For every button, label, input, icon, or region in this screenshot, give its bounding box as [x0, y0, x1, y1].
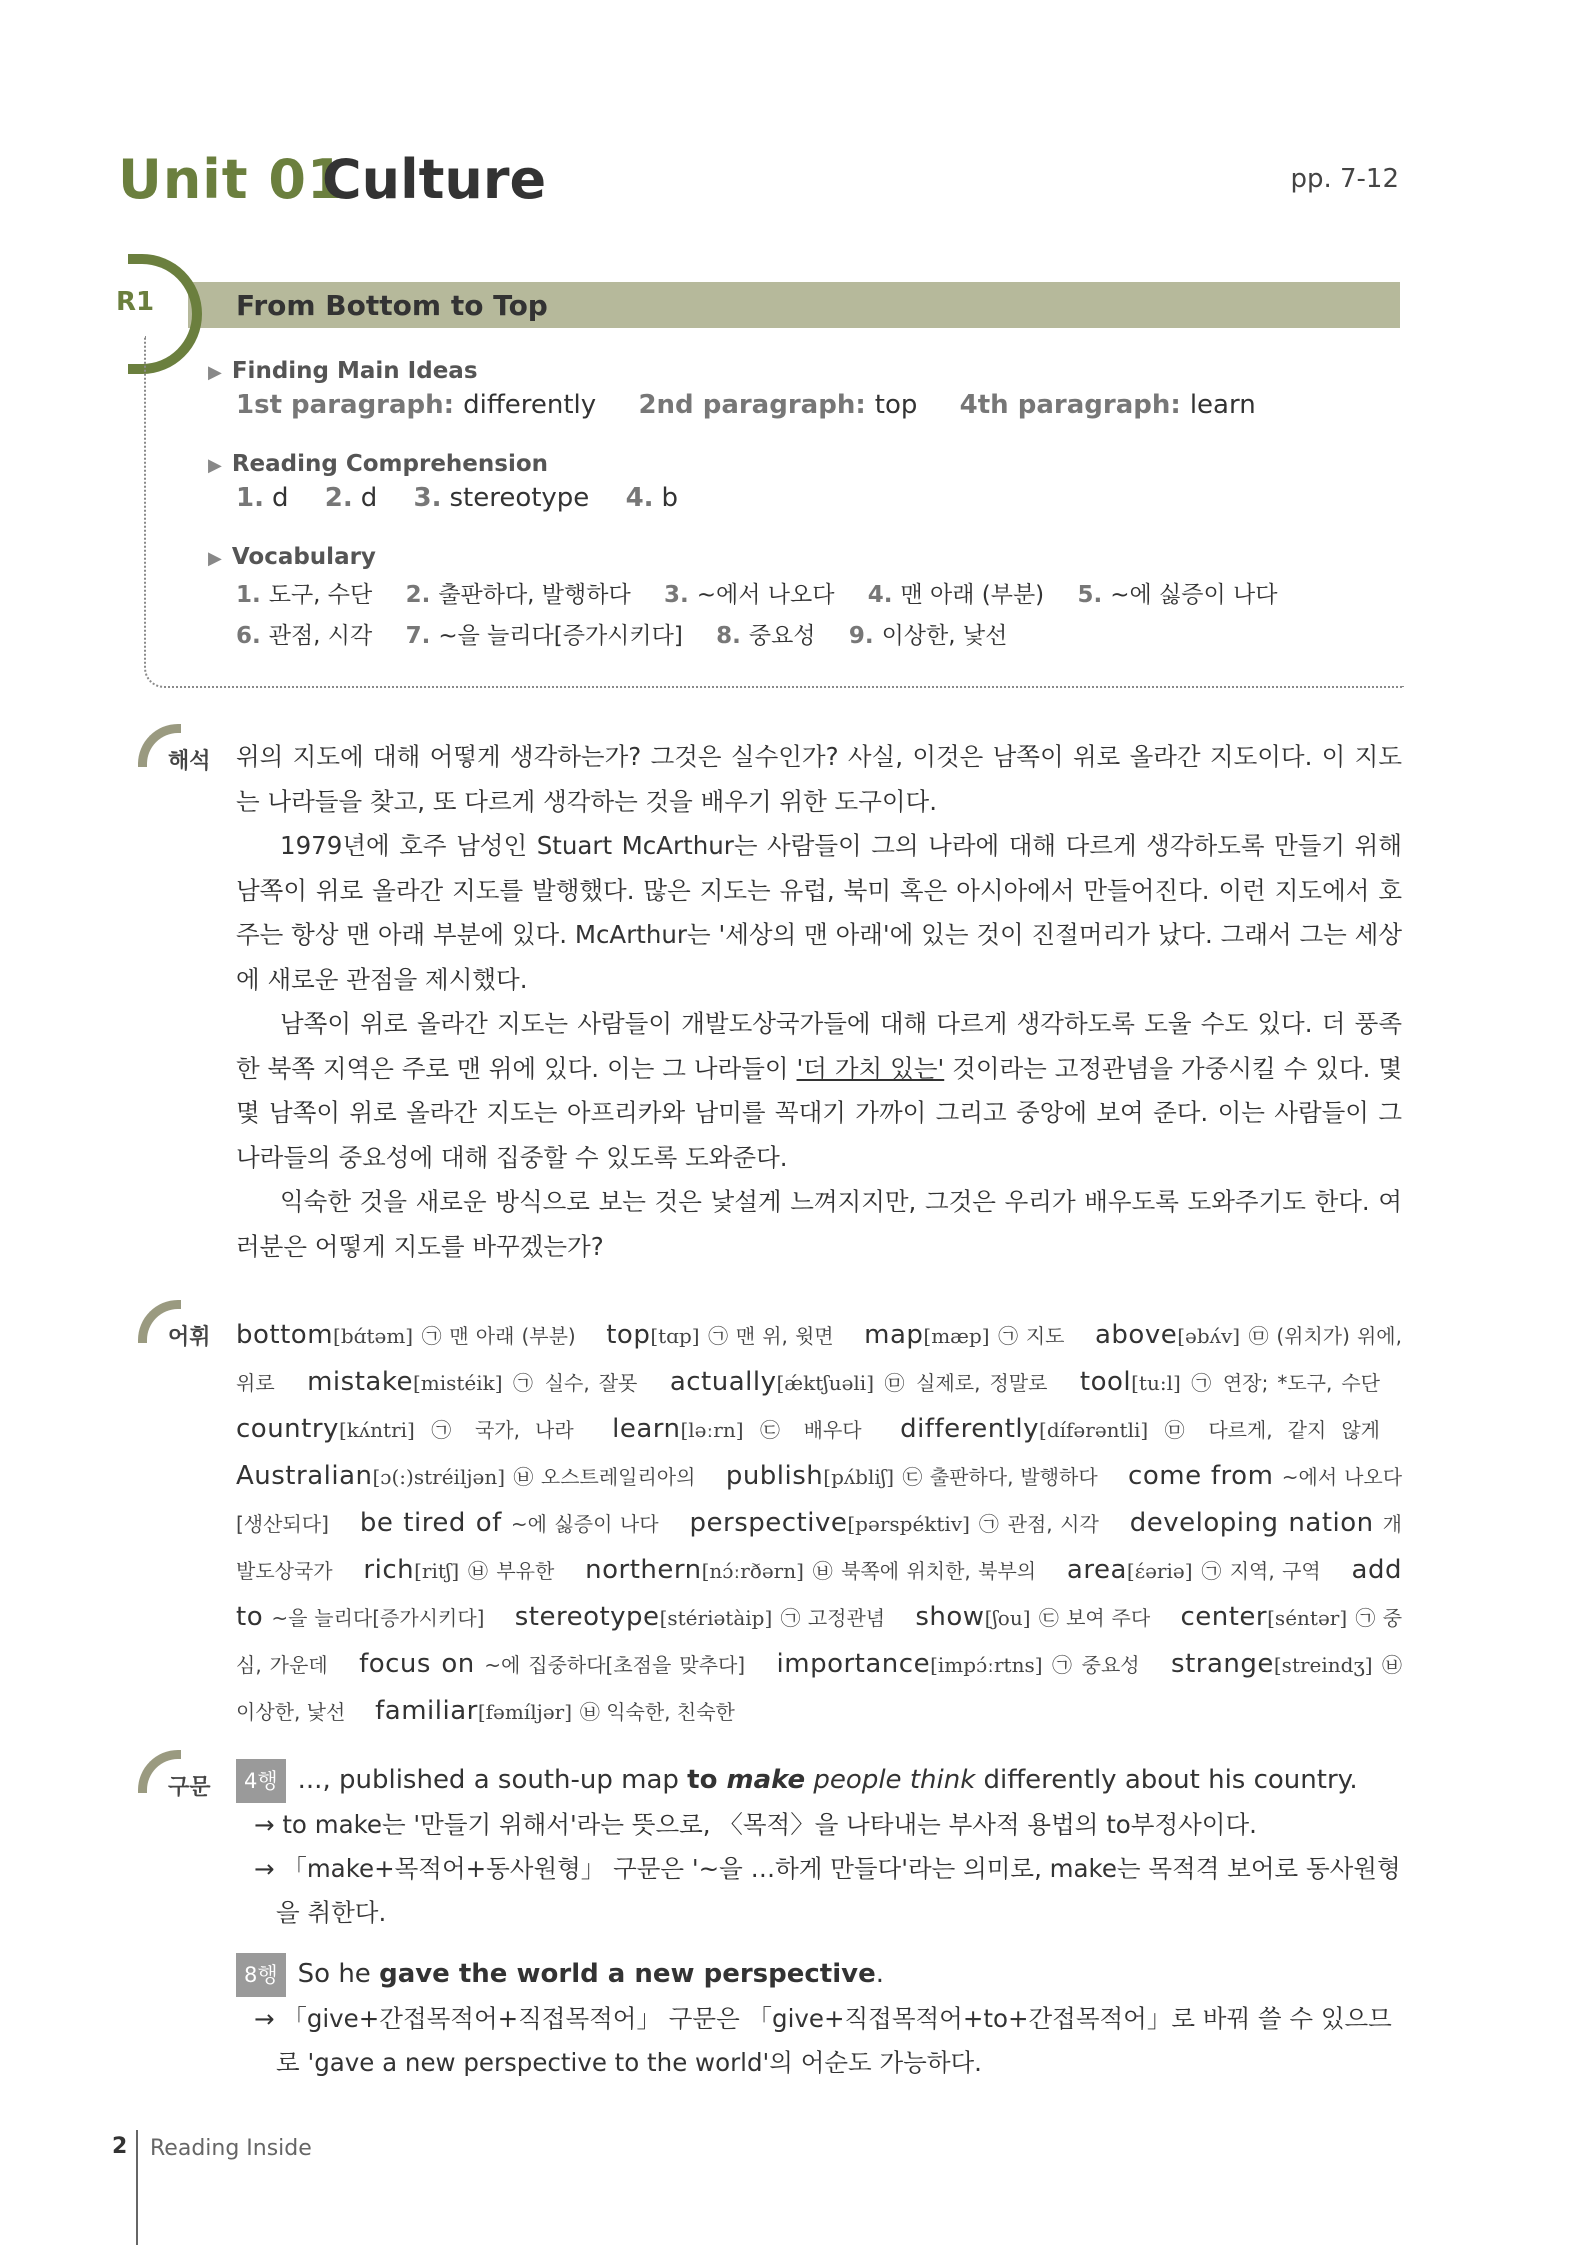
answer-item: 3. ~에서 나오다 [664, 582, 835, 608]
vocab-word: learn [612, 1414, 681, 1444]
translation-label: 해석 [168, 749, 211, 774]
translation-paragraph-1: 위의 지도에 대해 어떻게 생각하는가? 그것은 실수인가? 사실, 이것은 남쪽이 위로 올라간 지도이다. 이 지도는 나라들을 찾고, 또 다르게 생각하는 것을 배우기 위한 도구이다. [236, 742, 1402, 816]
vocab-meaning: ㉠ 국가, 나라 [431, 1418, 574, 1442]
vocab-phonetic: [dífərəntli] [1039, 1418, 1149, 1442]
vocab-entry [1067, 1555, 1321, 1584]
answer-item: 7. ~을 늘리다[증가시키다] [405, 623, 683, 649]
syntax-block-2 [236, 1952, 1402, 2085]
syntax-sentence-1: 4행 ..., published a south-up map to make people think differently about his country. [236, 1758, 1402, 1803]
vocab-word: familiar [375, 1696, 478, 1726]
reading-comprehension-heading: Reading Comprehension [231, 451, 549, 477]
vocab-word: importance [776, 1649, 931, 1679]
vocab-entry [670, 1367, 1048, 1396]
main-idea-item: 4th paragraph: learn [959, 390, 1256, 420]
vocab-phonetic: [nɔ́ːrðərn] [701, 1559, 804, 1583]
vocab-word: center [1180, 1602, 1268, 1632]
vocab-meaning: ㉠ 중요성 [1051, 1653, 1140, 1677]
vocab-meaning: ㉥ 북쪽에 위치한, 북부의 [812, 1559, 1037, 1583]
vocab-phonetic: [stériətàip] [659, 1606, 773, 1630]
answer-item: 6. 관점, 시각 [236, 623, 373, 649]
translation-text [236, 735, 1402, 1269]
vocab-entry [726, 1461, 1098, 1490]
vocab-phonetic: [ɔ(:)stréiljən] [372, 1465, 506, 1489]
vocab-phonetic: [mistéik] [412, 1371, 503, 1395]
vocabulary-answers-section [208, 544, 1277, 650]
triangle-bullet-icon: ▶ [208, 548, 222, 569]
vocab-entry [515, 1602, 885, 1631]
syntax-sentence-2: 8행 So he gave the world a new perspective. [236, 1952, 1402, 1997]
vocab-meaning: ㉥ 부유한 [467, 1559, 555, 1583]
vocab-entry [606, 1320, 833, 1349]
answer-item: 4. 맨 아래 (부분) [867, 582, 1045, 608]
vocab-word: northern [585, 1555, 702, 1585]
vocab-meaning: ㉥ 오스트레일리아의 [513, 1465, 696, 1489]
vocab-phonetic: [ɛ́əriə] [1126, 1559, 1193, 1583]
vocab-word: above [1094, 1320, 1178, 1350]
vocab-meaning: ㉢ 배우다 [759, 1418, 862, 1442]
answer-item: 2. d [324, 483, 378, 513]
vocab-meaning: ㉤ 다르게, 같지 않게 [1164, 1418, 1380, 1442]
triangle-bullet-icon: ▶ [208, 455, 222, 476]
translation-paragraph-2: 1979년에 호주 남성인 Stuart McArthur는 사람들이 그의 나라에 대해 다르게 생각하도록 만들기 위해 남쪽이 위로 올라간 지도를 발행했다. 많은 지도는 유럽, 북미 혹은 아시아에서 만들어진다. 이런 지도에서 호주는 항상 맨 아래 부분에 있다. McArthur는 '세상의 맨 아래'에 있는 것이 진절머리가 났다. 그래서 그는 세상에 새로운 관점을 제시했다. [236, 831, 1402, 994]
vocab-word: top [606, 1320, 651, 1350]
vocab-entry [915, 1602, 1150, 1631]
vocab-entry [375, 1696, 735, 1725]
vocabulary-heading: Vocabulary [231, 544, 376, 570]
syntax-note: → 「make+목적어+동사원형」 구문은 '~을 …하게 만들다'라는 의미로, make는 목적격 보어로 동사원형을 취한다. [254, 1854, 1401, 1927]
vocab-answers-row-2 [236, 617, 1277, 650]
finding-main-ideas-heading: Finding Main Ideas [231, 358, 478, 384]
vocab-phonetic: [ləːrn] [680, 1418, 744, 1442]
vocab-entry [1080, 1367, 1380, 1396]
vocab-phonetic: [əbʌ́v] [1177, 1324, 1241, 1348]
vocab-entry [236, 1320, 576, 1349]
vocab-phonetic: [fəmíljər] [477, 1700, 573, 1724]
section-badge: R1 [116, 287, 155, 317]
vocab-word: tool [1079, 1367, 1132, 1397]
vocab-phonetic: [impɔ́ːrtns] [930, 1653, 1043, 1677]
vocab-phonetic: [kʌ́ntri] [338, 1418, 415, 1442]
vocab-meaning: ㉢ 출판하다, 발행하다 [902, 1465, 1098, 1489]
vocab-entry [864, 1320, 1064, 1349]
answer-item: 5. ~에 싫증이 나다 [1077, 582, 1278, 608]
vocab-word: country [236, 1414, 339, 1444]
answer-item: 4. b [625, 483, 679, 513]
vocab-entry [777, 1649, 1140, 1678]
syntax-note: → 「give+간접목적어+직접목적어」 구문은 「give+직접목적어+to+간접목적어」로 바꿔 쓸 수 있으므로 'gave a new perspective to the world'의 어순도 가능하다. [254, 2004, 1392, 2077]
line-number-tag: 8행 [236, 1953, 286, 1997]
vocab-word: mistake [307, 1367, 413, 1397]
vocab-answers-row-1 [236, 576, 1277, 609]
vocab-word: area [1066, 1555, 1127, 1585]
unit-title: Culture [322, 148, 547, 211]
answer-item: 9. 이상한, 낯선 [848, 623, 1008, 649]
answer-item: 1. 도구, 수단 [236, 582, 373, 608]
vocab-meaning: 개발도상국가 [236, 1512, 1402, 1583]
vocab-meaning: ㉤ 실제로, 정말로 [884, 1371, 1048, 1395]
vocab-meaning: ~을 늘리다[증가시키다] [271, 1606, 485, 1630]
vocab-word: strange [1171, 1649, 1274, 1679]
vocab-meaning: ㉥ 이상한, 낯선 [236, 1653, 1402, 1724]
vocab-phonetic: [tu:l] [1131, 1371, 1181, 1395]
vocab-word: rich [363, 1555, 415, 1585]
vocab-meaning: ㉠ 맨 위, 윗면 [708, 1324, 834, 1348]
vocab-word: be tired of [359, 1508, 502, 1538]
vocab-entry [307, 1367, 637, 1396]
main-idea-item: 2nd paragraph: top [638, 390, 918, 420]
answer-item: 1. d [236, 483, 289, 513]
vocab-meaning: ㉠ 지도 [998, 1324, 1065, 1348]
vocab-phonetic: [ǽktʃuəli] [776, 1371, 874, 1395]
vocab-word: Australian [236, 1461, 373, 1491]
vocab-phonetic: [streindʒ] [1273, 1653, 1373, 1677]
syntax-block-1 [236, 1758, 1402, 1935]
translation-paragraph-4: 익숙한 것을 새로운 방식으로 보는 것은 낯설게 느껴지지만, 그것은 우리가 배우도록 도와주기도 한다. 여러분은 어떻게 지도를 바꾸겠는가? [236, 1187, 1402, 1261]
translation-paragraph-3: 남쪽이 위로 올라간 지도는 사람들이 개발도상국가들에 대해 다르게 생각하도록 도울 수도 있다. 더 풍족한 북쪽 지역은 주로 맨 위에 있다. 이는 그 나라들이 '더 가치 있는' 것이라는 고정관념을 가중시킬 수 있다. 몇몇 남쪽이 위로 올라간 지도는 아프리카와 남미를 꼭대기 가까이 그리고 중앙에 보여 준다. 이는 사람들이 그 나라들의 중요성에 대해 집중할 수 있도록 도와준다. [236, 1009, 1402, 1172]
vocab-entry [612, 1414, 862, 1443]
syntax-label: 구문 [168, 1775, 211, 1800]
vocab-meaning: ㉥ 익숙한, 친숙한 [579, 1700, 735, 1724]
triangle-bullet-icon: ▶ [208, 362, 222, 383]
vocab-entry [236, 1414, 574, 1443]
vocab-word: focus on [359, 1649, 475, 1679]
vocab-meaning: ㉠ 중심, 가운데 [236, 1606, 1403, 1677]
vocab-list-label: 어휘 [168, 1325, 211, 1350]
comprehension-answers [236, 483, 706, 513]
vocab-phonetic: [bɑ́təm] [333, 1324, 414, 1348]
vocab-meaning: ㉠ 지역, 구역 [1201, 1559, 1321, 1583]
unit-label: Unit 01 [118, 148, 346, 211]
vocab-word: differently [900, 1414, 1040, 1444]
vocab-word: show [915, 1602, 985, 1632]
vocab-entry [236, 1461, 695, 1490]
answer-item: 8. 중요성 [716, 623, 816, 649]
vocab-meaning: ~에 싫증이 나다 [510, 1512, 659, 1536]
vocab-entry [900, 1414, 1380, 1443]
page-range: pp. 7-12 [1290, 164, 1399, 194]
line-number-tag: 4행 [236, 1759, 286, 1803]
vocab-meaning: ㉠ 관점, 시각 [978, 1512, 1099, 1536]
vocab-word: developing nation [1129, 1508, 1374, 1538]
vocab-phonetic: [ritʃ] [414, 1559, 460, 1583]
vocab-phonetic: [pərspéktiv] [847, 1512, 970, 1536]
reading-comprehension [208, 451, 706, 513]
vocab-meaning: ㉠ 연장; *도구, 수단 [1191, 1371, 1380, 1395]
vocab-word: map [864, 1320, 924, 1350]
vocab-word: come from [1128, 1461, 1274, 1491]
vocab-entry [363, 1555, 554, 1584]
vocab-phonetic: [mæp] [923, 1324, 990, 1348]
vocab-word: actually [669, 1367, 777, 1397]
footer-divider [136, 2130, 138, 2245]
finding-main-ideas [208, 358, 1290, 420]
answer-item: 2. 출판하다, 발행하다 [405, 582, 631, 608]
vocab-meaning: ㉢ 보여 주다 [1038, 1606, 1151, 1630]
vocab-meaning: ~에 집중하다[초점을 맞추다] [484, 1653, 746, 1677]
vocab-phonetic: [ʃou] [984, 1606, 1031, 1630]
vocab-word: perspective [689, 1508, 848, 1538]
vocab-meaning: ㉠ 실수, 잘못 [513, 1371, 638, 1395]
vocab-entry [360, 1508, 659, 1537]
syntax-note: → to make는 '만들기 위해서'라는 뜻으로, 〈목적〉을 나타내는 부사적 용법의 to부정사이다. [254, 1810, 1257, 1839]
vocab-entry [690, 1508, 1099, 1537]
answer-item: 3. stereotype [413, 483, 590, 513]
vocab-phonetic: [séntər] [1267, 1606, 1348, 1630]
vocab-meaning: ~에서 나오다[생산되다] [236, 1465, 1403, 1536]
section-title: From Bottom to Top [236, 289, 548, 322]
vocab-word: bottom [236, 1320, 334, 1350]
page-number: 2 [112, 2134, 128, 2159]
vocab-meaning: ㉠ 맨 아래 (부분) [421, 1324, 576, 1348]
vocab-word: add to [236, 1555, 1402, 1632]
vocab-entry [585, 1555, 1036, 1584]
main-ideas-answers [236, 390, 1290, 420]
vocab-phonetic: [pʌ́bliʃ] [823, 1465, 895, 1489]
vocab-word: stereotype [514, 1602, 660, 1632]
vocab-word: publish [725, 1461, 824, 1491]
main-idea-item: 1st paragraph: differently [236, 390, 597, 420]
vocab-phonetic: [tɑp] [650, 1324, 700, 1348]
vocab-entry [359, 1649, 745, 1678]
vocab-meaning: ㉤ (위치가) 위에, 위로 [236, 1324, 1402, 1395]
vocab-list [236, 1312, 1402, 1735]
vocab-meaning: ㉠ 고정관념 [780, 1606, 886, 1630]
book-title: Reading Inside [150, 2136, 312, 2161]
